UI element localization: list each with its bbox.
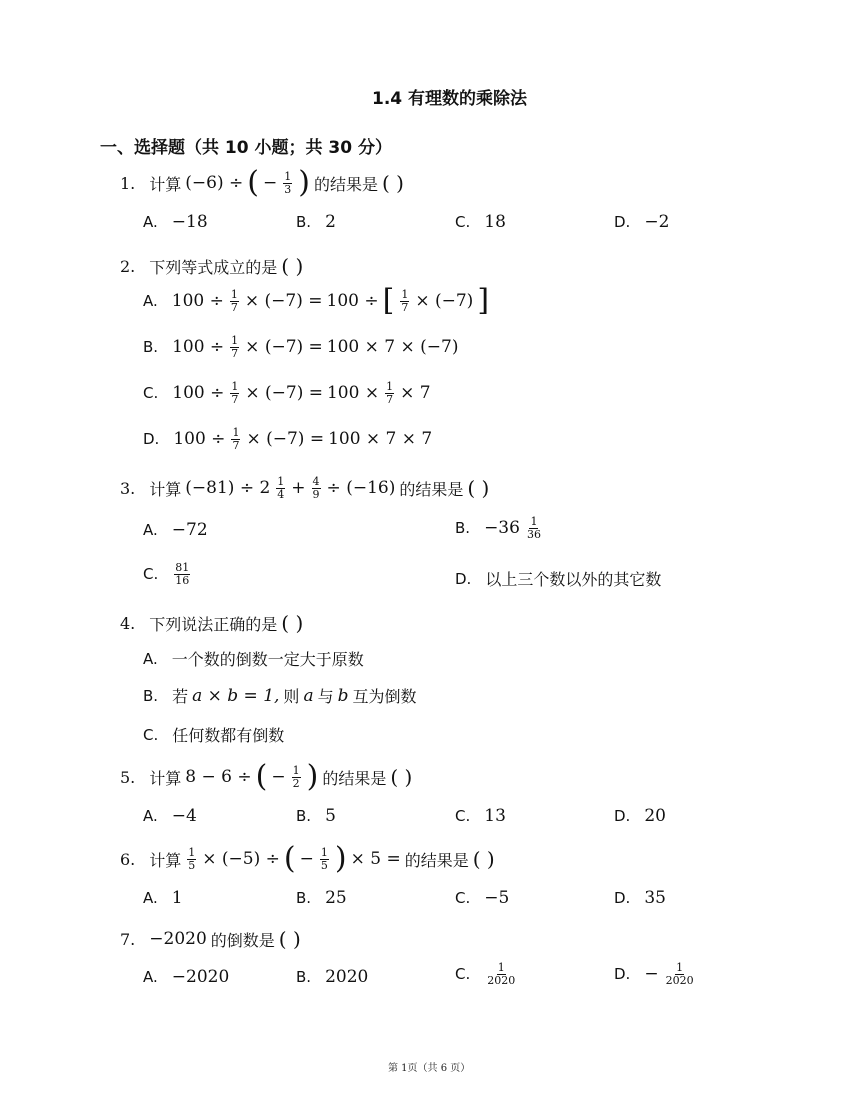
option-c: C. 13 (455, 806, 506, 826)
question-text: 下列说法正确的是 (149, 614, 278, 634)
question-text: 的倒数是 (210, 930, 275, 950)
question-4 (120, 611, 303, 635)
left-paren: ( (247, 165, 259, 200)
option-b: B. 5 (296, 806, 336, 826)
right-bracket: ] (477, 283, 490, 318)
option-b: B. 2 (296, 212, 336, 232)
right-paren: ) (306, 759, 319, 794)
section-heading: 一、选择题（共 10 小题；共 30 分） (100, 138, 392, 158)
option-a: A. −2020 (143, 967, 230, 987)
right-paren: ) (334, 841, 347, 876)
page-title: 1.4 有理数的乘除法 (372, 89, 528, 109)
option-a: A. −18 (143, 212, 208, 232)
question-text: 计算 (149, 768, 182, 788)
question-text: 的结果是 (313, 174, 378, 194)
question-number: 1. (120, 173, 136, 193)
page-footer: 第 1页（共 6 页） (388, 1063, 471, 1074)
question-number: 4. (120, 613, 136, 633)
option-b: B. −36 $\frac{1}{36}$ (455, 515, 541, 541)
option-c: C. $\frac{81}{16}$ (143, 561, 190, 587)
left-paren: ( (283, 841, 296, 876)
option-c: C. 18 (455, 212, 506, 232)
question-text: 的结果是 (404, 850, 469, 870)
left-paren: ( (255, 759, 268, 794)
option-c: C. $\frac{1}{2020}$ (455, 961, 516, 987)
option-d: D. 以上三个数以外的其它数 (455, 569, 662, 589)
minus-sign: − (262, 173, 278, 193)
answer-blank: ( ) (390, 765, 413, 789)
option-c: C. 任何数都有倒数 (143, 725, 285, 745)
fraction: $\frac{1}{2}$ (292, 763, 300, 790)
answer-blank: ( ) (281, 611, 304, 635)
fraction: $\frac{1}{5}$ (320, 845, 328, 872)
question-number: 7. (120, 929, 136, 949)
option-d: D. 20 (614, 806, 666, 826)
answer-blank: ( ) (278, 927, 301, 951)
left-bracket: [ (382, 283, 395, 318)
right-paren: ) (298, 165, 310, 200)
fraction: $\frac{4}{9}$ (312, 475, 320, 501)
option-b: B. 25 (296, 888, 347, 908)
answer-blank: ( ) (467, 476, 490, 501)
question-6: 6. 计算 $\frac{1}{5}$ × (−5) ÷ ( − $\frac{1}{5}$ ) × 5 = 的结果是 ( ) (120, 841, 495, 876)
option-a: A. 100 ÷ $\frac{1}{7}$ × (−7) = 100 ÷ [ $\frac{1}{7}$ × (−7) ] (143, 283, 490, 318)
question-3: 3. 计算 (−81) ÷ 2 $\frac{1}{4}$ + $\frac{4}{9}$ ÷ (−16) 的结果是 ( ) (120, 475, 490, 501)
option-a: A. −4 (143, 806, 197, 826)
option-c: C. 100 ÷ $\frac{1}{7}$ × (−7) = 100 × $\frac{1}{7}$ × 7 (143, 380, 431, 406)
question-text: 计算 (149, 479, 182, 499)
question-text: 计算 (149, 174, 182, 194)
option-b: B. 2020 (296, 967, 369, 987)
option-a: A. −72 (143, 520, 208, 540)
question-2 (120, 254, 303, 278)
math-expression: (−6) ÷ (185, 173, 244, 193)
answer-blank: ( ) (472, 847, 495, 871)
question-text: 的结果是 (399, 479, 464, 499)
option-d: D. − $\frac{1}{2020}$ (614, 961, 694, 987)
option-b: B. 若 a × b = 1, 则 a 与 b 互为倒数 (143, 685, 417, 706)
question-number: 5. (120, 767, 136, 787)
option-b: B. 100 ÷ $\frac{1}{7}$ × (−7) = 100 × 7 × (−7) (143, 334, 459, 360)
option-c: C. −5 (455, 888, 510, 908)
fraction: $\frac{1}{3}$ (284, 169, 292, 196)
question-number: 6. (120, 849, 136, 869)
option-d: D. −2 (614, 212, 670, 232)
question-text: 的结果是 (322, 768, 387, 788)
question-text: 计算 (149, 850, 182, 870)
question-number: 2. (120, 256, 136, 276)
question-7: 7. −2020 的倒数是 ( ) (120, 927, 301, 951)
option-a: A. 一个数的倒数一定大于原数 (143, 649, 364, 669)
question-text: 下列等式成立的是 (149, 257, 278, 277)
question-1 (120, 165, 404, 200)
fraction: $\frac{1}{4}$ (277, 475, 285, 501)
answer-blank: ( ) (281, 254, 304, 278)
question-number: 3. (120, 478, 136, 498)
option-a: A. 1 (143, 888, 183, 908)
option-d: D. 100 ÷ $\frac{1}{7}$ × (−7) = 100 × 7 × 7 (143, 426, 433, 452)
option-d: D. 35 (614, 888, 666, 908)
fraction: $\frac{1}{5}$ (188, 845, 196, 872)
answer-blank: ( ) (381, 171, 404, 195)
question-5: 5. 计算 8 − 6 ÷ ( − $\frac{1}{2}$ ) 的结果是 ( ) (120, 759, 413, 794)
